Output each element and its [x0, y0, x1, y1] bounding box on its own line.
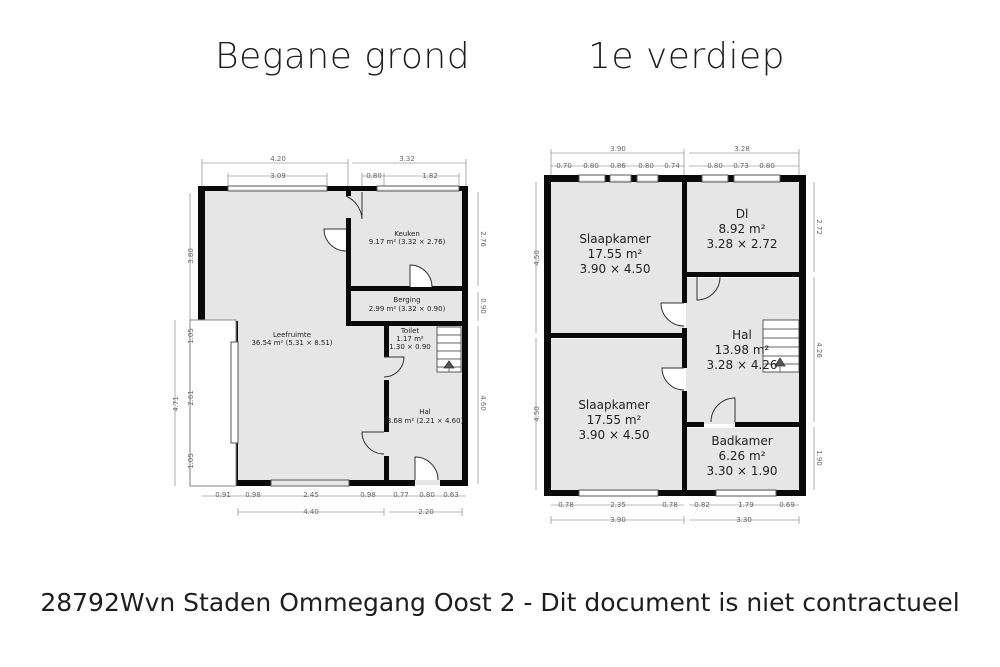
first-dim-top-r3: 0.80 [759, 162, 775, 170]
room-hal-first-name: Hal [732, 328, 752, 342]
ground-dim-left-upper: 3.80 [187, 248, 195, 264]
room-toilet-size: 1.17 m² [396, 335, 424, 343]
room-dl-name: Dl [735, 207, 749, 221]
room-berging-name: Berging [393, 296, 421, 304]
first-dim-top-l5: 0.74 [664, 162, 680, 170]
ground-dim-bottom-d: 0.98 [360, 491, 376, 499]
room-toilet-dims: 1.30 × 0.90 [389, 343, 431, 351]
ground-dim-left-b: 2.61 [187, 390, 195, 406]
first-dim-top-left: 3.90 [610, 145, 626, 153]
room-leefruimte-size: 36.54 m² (5.31 × 8.51) [251, 339, 333, 347]
ground-dim-bottom-a: 0.91 [215, 491, 231, 499]
ground-dim-window-left: 3.09 [270, 172, 286, 180]
room-badkamer-name: Badkamer [711, 434, 773, 448]
first-dim-top-r2: 0.73 [733, 162, 749, 170]
first-dim-bottom-total-right: 3.30 [736, 516, 752, 524]
veranda-window [231, 342, 238, 443]
ground-dim-bottom-total-left: 4.40 [303, 508, 319, 516]
first-floor-title: 1e verdiep [588, 36, 785, 77]
room-berging-size: 2.99 m² (3.32 × 0.90) [368, 305, 446, 313]
ground-dim-right-mid: 0.90 [479, 298, 487, 314]
room-slaapkamer-bottom-name: Slaapkamer [578, 398, 650, 412]
first-dim-bottom-l2: 2.35 [610, 501, 626, 509]
room-slaapkamer-top-area: 17.55 m² [587, 247, 643, 261]
room-hal-first-area: 13.98 m² [714, 343, 770, 357]
first-dim-top-l4: 0.80 [638, 162, 654, 170]
room-slaapkamer-top-dims: 3.90 × 4.50 [579, 262, 651, 276]
first-dim-top-l2: 0.80 [583, 162, 599, 170]
disclaimer-caption: 28792Wvn Staden Ommegang Oost 2 - Dit document is niet contractueel [40, 588, 960, 617]
room-hal-first-dims: 3.28 × 4.26 [706, 358, 778, 372]
first-dim-bottom-l1: 0.78 [558, 501, 574, 509]
first-dim-top-l1: 0.70 [556, 162, 572, 170]
first-dim-bottom-total-left: 3.90 [610, 516, 626, 524]
ground-dim-bottom-e: 0.77 [393, 491, 409, 499]
first-dim-right-upper: 2.72 [815, 219, 823, 235]
ground-stairs [437, 327, 461, 372]
ground-dim-window-right: 1.82 [422, 172, 438, 180]
ground-dim-bottom-f: 0.80 [419, 491, 435, 499]
ground-dim-bottom-g: 0.63 [443, 491, 459, 499]
first-dim-right-mid: 4.26 [815, 342, 823, 358]
first-dim-top-r1: 0.80 [707, 162, 723, 170]
ground-dim-left-outer: 4.71 [172, 396, 180, 412]
first-dim-bottom-l3: 0.78 [662, 501, 678, 509]
ground-dim-top-right: 3.32 [399, 155, 415, 163]
first-floor-plan [533, 145, 823, 524]
ground-dim-bottom-total-right: 2.20 [418, 508, 434, 516]
room-badkamer-area: 6.26 m² [718, 449, 766, 463]
first-dim-top-right: 3.28 [734, 145, 750, 153]
ground-dim-top-left: 4.20 [270, 155, 286, 163]
room-hal-ground-name: Hal [419, 408, 431, 416]
ground-dim-right-upper: 2.76 [479, 231, 487, 247]
first-dim-top-l3: 0.86 [610, 162, 626, 170]
room-slaapkamer-top-name: Slaapkamer [579, 232, 651, 246]
room-dl-dims: 3.28 × 2.72 [706, 237, 778, 251]
room-hal-ground-size: 8.68 m² (2.21 × 4.60) [386, 417, 464, 425]
ground-dim-left-a: 1.05 [187, 328, 195, 344]
ground-dim-bottom-b: 0.98 [245, 491, 261, 499]
ground-dim-door: 0.80 [366, 172, 382, 180]
ground-dim-left-c: 1.05 [187, 453, 195, 469]
ground-dim-bottom-c: 2.45 [303, 491, 319, 499]
room-slaapkamer-bottom-dims: 3.90 × 4.50 [578, 428, 650, 442]
first-dim-bottom-r2: 1.79 [738, 501, 754, 509]
room-slaapkamer-bottom-area: 17.55 m² [586, 413, 642, 427]
ground-dim-right-lower: 4.60 [479, 395, 487, 411]
first-dim-bottom-r1: 0.82 [694, 501, 710, 509]
first-dim-left-upper: 4.50 [533, 250, 541, 266]
first-dim-left-lower: 4.50 [533, 406, 541, 422]
room-keuken-size: 9.17 m² (3.32 × 2.76) [368, 238, 446, 246]
ground-floor-title: Begane grond [215, 36, 471, 77]
room-dl-area: 8.92 m² [718, 222, 766, 236]
room-badkamer-dims: 3.30 × 1.90 [706, 464, 778, 478]
room-keuken-name: Keuken [394, 230, 420, 238]
room-leefruimte-name: Leefruimte [273, 331, 311, 339]
leefruimte-fill-upper [202, 189, 242, 323]
ground-floor-plan [172, 155, 487, 516]
room-toilet-name: Toilet [400, 327, 420, 335]
first-dim-right-lower: 1.90 [815, 450, 823, 466]
veranda-outline [190, 320, 236, 486]
first-dim-bottom-r3: 0.69 [779, 501, 795, 509]
